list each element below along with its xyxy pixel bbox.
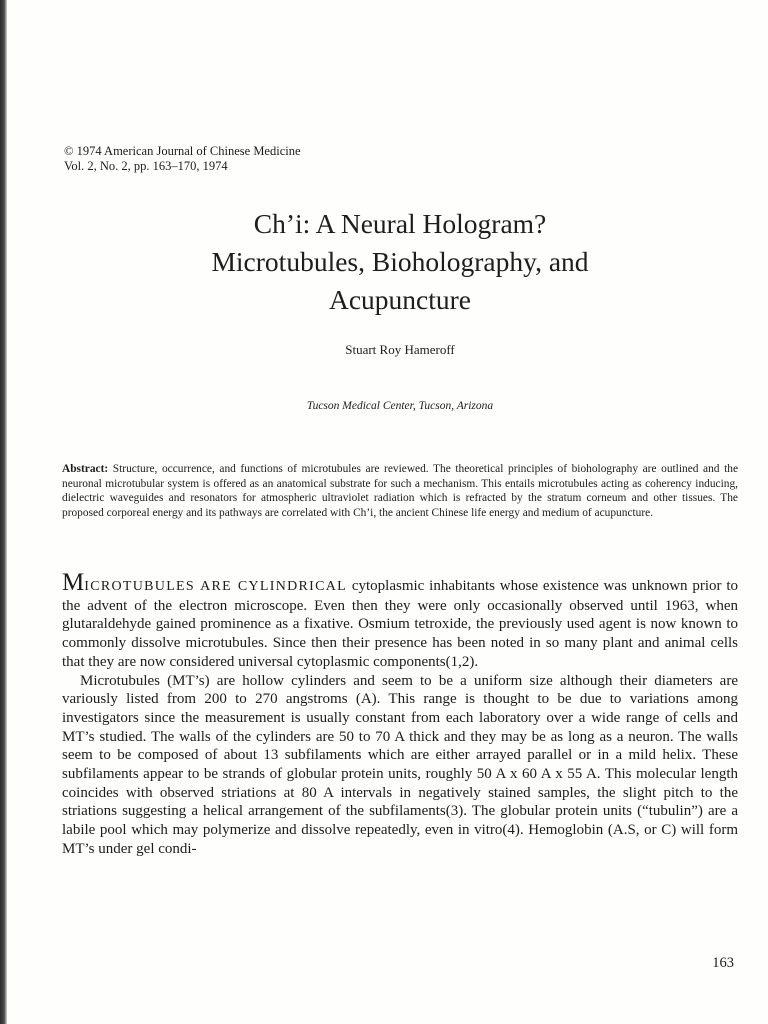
abstract-label: Abstract: (62, 463, 109, 475)
paragraph-1 (62, 569, 738, 672)
author-affiliation: Tucson Medical Center, Tucson, Arizona (306, 400, 494, 412)
paragraph-1-text: cytoplasmic inhabitants whose existence was unknown prior to the advent of the electron microscope. Even then they were only occasionally observed until 1963, when glutaraldehyde gained prominence as a fixative. Osmium tetroxide, the previously used agent is now known to commonly dissolve microtubules. Since then their presence has been noted in so many plant and animal cells that they are now considered universal cytoplasmic components(1,2). (62, 578, 738, 670)
scan-edge (0, 0, 7, 1024)
drop-cap: M (62, 569, 85, 596)
abstract-text: Structure, occurrence, and functions of microtubules are reviewed. The theoretical principles of bioholography are outlined and the neuronal microtubular system is offered as an anatomical substrate for such a mechanism. This entails microtubules acting as coherency inducing, dielectric waveguides and resonators for atmospheric ultraviolet radiation which is refracted by the stratum corneum and other tissues. The proposed corporeal energy and its pathways are correlated with Ch’i, the ancient Chinese life energy and medium of acupuncture. (62, 463, 739, 519)
title-line-2: Microtubules, Bioholography, and (211, 246, 589, 277)
body-text (62, 569, 738, 859)
title-line-1: Ch’i: A Neural Hologram? (253, 208, 547, 239)
journal-citation (64, 144, 301, 174)
page-number: 163 (712, 955, 734, 971)
article-title (90, 205, 710, 319)
author-name: Stuart Roy Hameroff (345, 342, 455, 357)
copyright-line: © 1974 American Journal of Chinese Medicine (64, 144, 301, 158)
volume-line: Vol. 2, No. 2, pp. 163–170, 1974 (64, 159, 228, 173)
paragraph-2: Microtubules (MT’s) are hollow cylinders and seem to be a uniform size although their diameters are variously listed from 200 to 270 angstroms (A). This range is thought to be due to variations among investigators since the measurement is usually constant from each laboratory over a wide range of cells and MT’s studied. The walls of the cylinders are 50 to 70 A thick and they may be as long as a neuron. The walls seem to be composed of about 13 subfilaments which are either arrayed parallel or in a mild helix. These subfilaments appear to be strands of globular protein units, roughly 50 A x 60 A x 55 A. This molecular length coincides with observed striations at 80 A intervals in negatively stained samples, the slight pitch to the striations suggesting a helical arrangement of the subfilaments(3). The globular protein units (“tubulin”) are a labile pool which may polymerize and dissolve repeatedly, even in vitro(4). Hemoglobin (A.S, or C) will form MT’s under gel condi- (62, 672, 738, 857)
title-line-3: Acupuncture (328, 284, 472, 315)
opening-small-caps: ICROTUBULES ARE CYLINDRICAL (84, 579, 348, 594)
abstract (62, 462, 738, 520)
